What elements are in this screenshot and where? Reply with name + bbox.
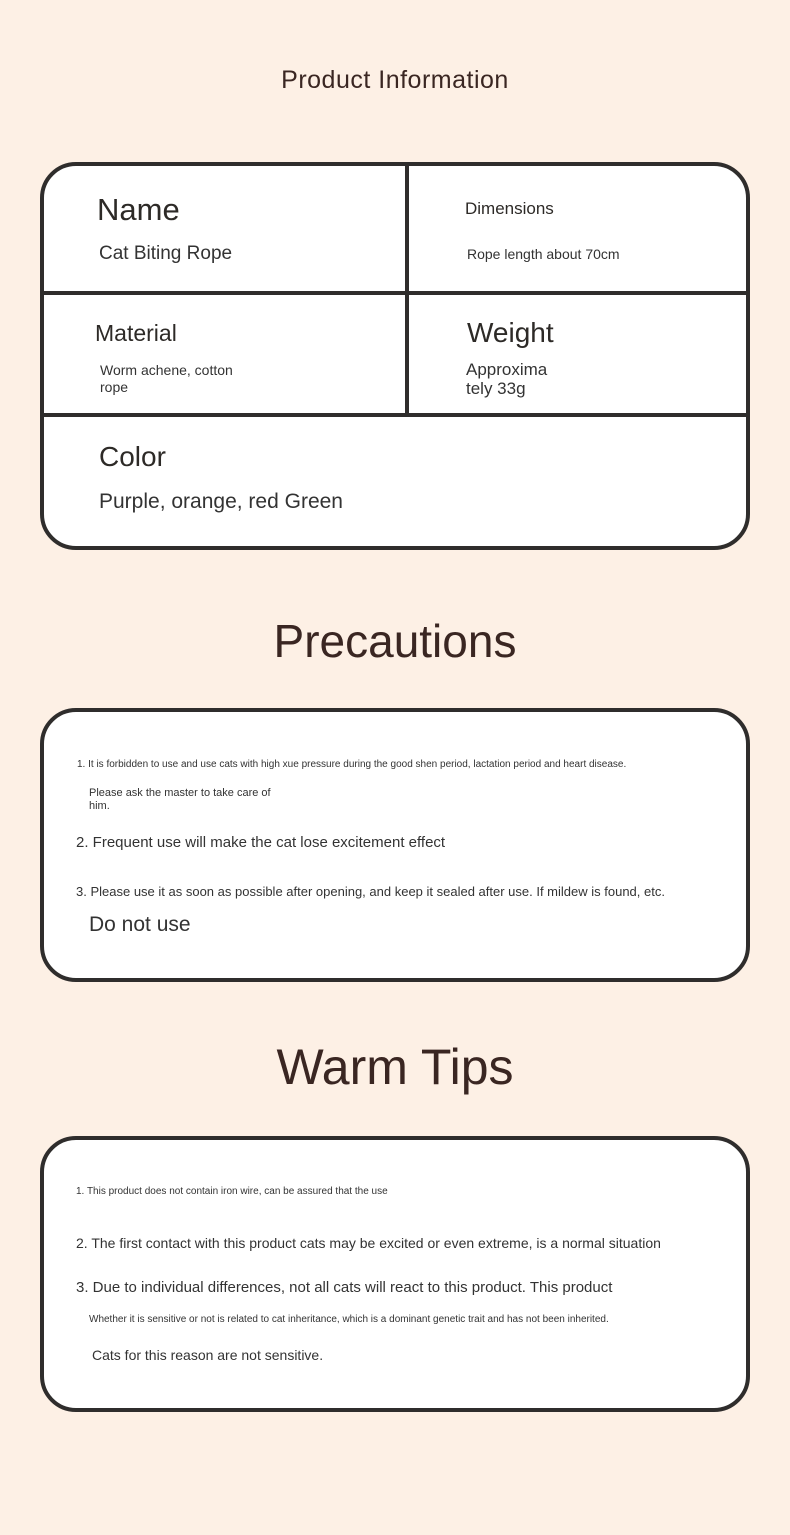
horizontal-divider bbox=[44, 413, 746, 417]
dimensions-value: Rope length about 70cm bbox=[467, 246, 620, 262]
tip-item: 3. Due to individual differences, not all cats will react to this product. This product bbox=[76, 1279, 613, 1296]
precaution-item-continuation: Please ask the master to take care of him. bbox=[89, 787, 271, 812]
precaution-item: 3. Please use it as soon as possible after opening, and keep it sealed after use. If mildew is found, etc. bbox=[76, 884, 665, 899]
product-info-card bbox=[40, 162, 750, 550]
tip-item: 1. This product does not contain iron wire, can be assured that the use bbox=[76, 1186, 388, 1197]
product-information-title: Product Information bbox=[281, 66, 509, 94]
material-value: Worm achene, cotton rope bbox=[100, 362, 233, 395]
name-label: Name bbox=[97, 192, 180, 227]
tip-item-continuation: Whether it is sensitive or not is related to cat inheritance, which is a dominant genetic trait and has not been inherited. bbox=[89, 1314, 609, 1325]
name-value: Cat Biting Rope bbox=[99, 243, 233, 264]
horizontal-divider bbox=[44, 291, 746, 295]
tip-item-continuation: Cats for this reason are not sensitive. bbox=[92, 1347, 324, 1363]
precautions-card bbox=[40, 708, 750, 982]
precaution-item-continuation: Do not use bbox=[89, 913, 191, 936]
tip-item: 2. The first contact with this product cats may be excited or even extreme, is a normal situation bbox=[76, 1235, 661, 1251]
material-label: Material bbox=[95, 320, 177, 346]
warm-tips-card bbox=[40, 1136, 750, 1412]
precaution-item: 1. It is forbidden to use and use cats with high xue pressure during the good shen period, lactation period and heart disease. bbox=[77, 759, 627, 770]
weight-value: Approximately 33g bbox=[466, 360, 548, 398]
precautions-title: Precautions bbox=[273, 615, 517, 667]
color-value: Purple, orange, red Green bbox=[99, 490, 343, 513]
precaution-item: 2. Frequent use will make the cat lose excitement effect bbox=[76, 834, 446, 851]
weight-label: Weight bbox=[467, 317, 554, 348]
color-label: Color bbox=[99, 441, 166, 472]
dimensions-label: Dimensions bbox=[465, 199, 554, 218]
vertical-divider bbox=[405, 166, 409, 414]
warm-tips-title: Warm Tips bbox=[276, 1039, 514, 1095]
